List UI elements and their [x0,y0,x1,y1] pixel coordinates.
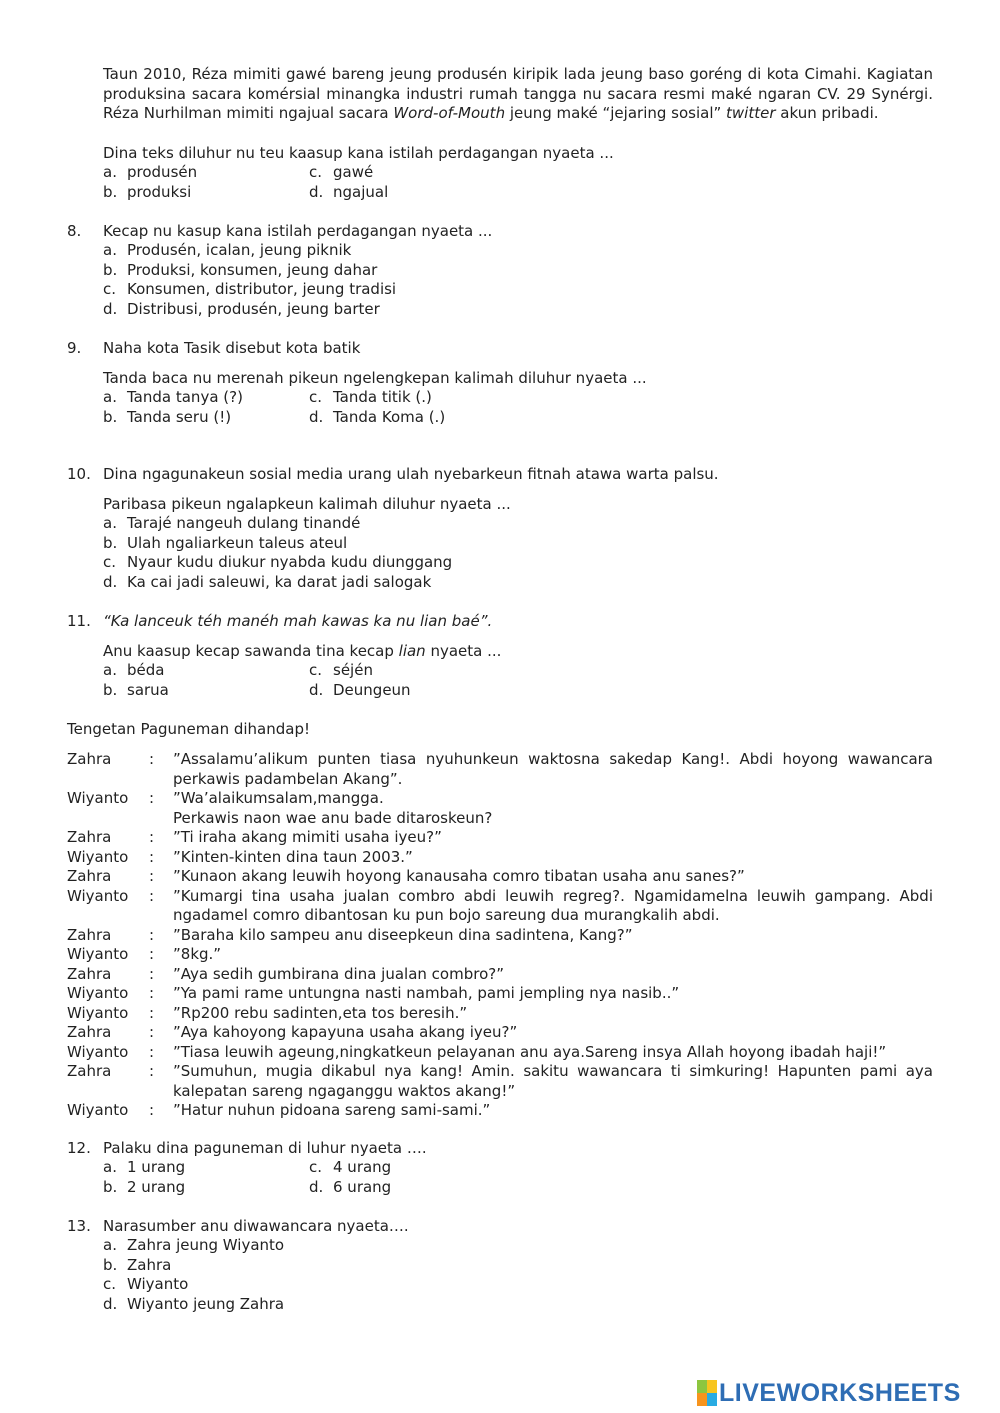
option-text: Tanda tanya (?) [127,388,243,406]
option-text: Konsumen, distributor, jeung tradisi [127,280,397,298]
dialog-line [67,1101,933,1121]
q7-option-d[interactable] [309,183,515,203]
option-letter: d. [309,680,324,699]
q8-question [67,222,937,242]
option-text: Distribusi, produsén, jeung barter [127,299,380,318]
q10-option-d[interactable] [103,573,663,593]
q10-sentence: Dina ngagunakeun sosial media urang ulah nyebarkeun fitnah atawa warta palsu. [103,465,719,483]
option-text: Wiyanto [127,1275,189,1293]
speaker-name: Wiyanto [67,1003,129,1022]
q7-prompt: Dina teks diluhur nu teu kaasup kana istilah perdagangan nyaeta ... [103,144,614,162]
option-text: Tarajé nangeuh dulang tinandé [127,514,361,532]
speaker-colon: : [149,964,155,983]
option-letter: b. [103,1255,118,1274]
q11-options [103,661,663,700]
utterance-continued: Perkawis naon wae anu bade ditaroskeun? [173,808,493,827]
option-text: sarua [127,680,169,699]
dialog [67,750,933,1121]
speaker-colon: : [149,945,155,963]
option-text: Tanda titik (.) [333,388,432,406]
option-text: Deungeun [333,680,411,699]
option-letter: c. [309,661,323,679]
q11-option-a[interactable] [103,661,309,681]
q13-prompt: Narasumber anu diwawancara nyaeta…. [103,1217,409,1235]
question-number: 10. [67,465,91,483]
option-text: Tanda Koma (.) [333,407,446,426]
option-text: 4 urang [333,1158,392,1176]
q10-option-b[interactable] [103,534,663,554]
intro-paragraph [103,65,933,124]
q13-option-d[interactable] [103,1295,663,1315]
intro-text-3: jeung maké “jejaring sosial” [505,104,727,122]
q12-option-b[interactable] [103,1178,309,1198]
speaker-colon: : [149,925,155,944]
logo-square-yellow [707,1380,717,1393]
utterance: ”Ya pami rame untungna nasti nambah, pami jempling nya nasib..” [173,984,680,1002]
option-letter: a. [103,1236,117,1254]
option-letter: c. [103,553,117,571]
option-text: 2 urang [127,1177,186,1196]
speaker-colon: : [149,1003,155,1022]
utterance: ”Aya sedih gumbirana dina jualan combro?” [173,964,504,983]
option-letter: b. [103,407,118,426]
intro-text-2: Word-of-Mouth [393,104,506,122]
option-letter: d. [103,572,118,591]
q11-option-c[interactable] [309,661,515,681]
option-letter: b. [103,1177,118,1196]
q11-sentence: “Ka lanceuk téh manéh mah kawas ka nu lian baé”. [103,612,493,630]
option-letter: b. [103,260,118,279]
utterance: ”Hatur nuhun pidoana sareng sami-sami.” [173,1101,491,1119]
option-text: Tanda seru (!) [127,407,232,426]
q10-question [67,465,937,485]
q10-options [103,514,663,592]
option-letter: c. [103,280,117,298]
speaker-colon: : [149,847,155,866]
option-letter: a. [103,661,117,679]
dialog-line [67,1062,933,1101]
speaker-name: Wiyanto [67,945,129,963]
option-letter: a. [103,163,117,181]
dialog-line [67,789,933,828]
q9-question [67,339,937,359]
q13-options [103,1236,663,1314]
utterance: ”Baraha kilo sampeu anu diseepkeun dina sadintena, Kang?” [173,925,633,944]
q9-option-a[interactable] [103,388,309,408]
q9-sentence: Naha kota Tasik disebut kota batik [103,339,361,357]
option-text: Zahra [127,1255,172,1274]
option-letter: c. [309,1158,323,1176]
q12-prompt: Palaku dina paguneman di luhur nyaeta …. [103,1139,427,1157]
option-letter: d. [103,1294,118,1313]
q12-question [67,1139,937,1159]
speaker-name: Wiyanto [67,1042,129,1061]
utterance: ”8kg.” [173,945,222,963]
q9-option-b[interactable] [103,408,309,428]
option-letter: d. [103,299,118,318]
q7-option-c[interactable] [309,163,515,183]
option-letter: a. [103,388,117,406]
q10-option-a[interactable] [103,514,663,534]
q10-prompt: Paribasa pikeun ngalapkeun kalimah diluhur nyaeta ... [103,495,511,513]
question-number: 12. [67,1139,91,1157]
q7-option-b[interactable] [103,183,309,203]
dialog-line [67,750,933,789]
option-text: Nyaur kudu diukur nyabda kudu diunggang [127,553,453,571]
q8-prompt: Kecap nu kasup kana istilah perdagangan nyaeta ... [103,222,493,240]
speaker-colon: : [149,867,155,885]
q11-prompt-pre: Anu kaasup kecap sawanda tina kecap [103,642,399,660]
option-text: séjén [333,661,373,679]
utterance: ”Ti iraha akang mimiti usaha iyeu?” [173,828,442,846]
q8-option-d[interactable] [103,300,663,320]
speaker-name: Zahra [67,964,112,983]
speaker-name: Wiyanto [67,1101,129,1119]
q7-options [103,163,663,202]
option-text: Wiyanto jeung Zahra [127,1294,285,1313]
dialog-line [67,926,933,946]
option-letter: d. [309,407,324,426]
q11-option-b[interactable] [103,681,309,701]
question-number: 9. [67,339,82,357]
utterance: ”Wa’alaikumsalam,mangga. [173,789,384,807]
q12-option-d[interactable] [309,1178,515,1198]
speaker-name: Wiyanto [67,789,129,807]
q8-option-c[interactable] [103,280,663,300]
question-number: 8. [67,222,82,240]
q11-prompt-post: nyaeta ... [425,642,502,660]
option-text: Produksi, konsumen, jeung dahar [127,260,378,279]
question-number: 11. [67,612,91,630]
speaker-colon: : [149,1023,155,1041]
q12-option-a[interactable] [103,1158,309,1178]
q12-options [103,1158,663,1197]
dialog-line [67,828,933,848]
dialog-line [67,1004,933,1024]
option-text: gawé [333,163,374,181]
speaker-colon: : [149,1101,155,1119]
option-letter: c. [309,388,323,406]
speaker-name: Wiyanto [67,984,129,1002]
option-letter: b. [103,680,118,699]
q8-options [103,241,663,319]
utterance: ”Sumuhun, mugia dikabul nya kang! Amin. sakitu wawancara ti simkuring! Hapunten pami aya kalepatan sareng ngaganggu waktos akang!” [173,1062,933,1100]
utterance: ”Aya kahoyong kapayuna usaha akang iyeu?” [173,1023,518,1041]
q12-option-c[interactable] [309,1158,515,1178]
q11-option-d[interactable] [309,681,515,701]
question-number: 13. [67,1217,91,1235]
option-text: 1 urang [127,1158,186,1176]
q11-question [67,612,937,632]
speaker-colon: : [149,750,155,768]
intro-text-4: twitter [726,104,776,122]
option-letter: c. [103,1275,117,1293]
q9-prompt: Tanda baca nu merenah pikeun ngelengkepan kalimah diluhur nyaeta ... [103,369,647,387]
liveworksheets-logo[interactable] [697,1378,961,1408]
q7-option-a[interactable] [103,163,309,183]
speaker-name: Wiyanto [67,847,129,866]
liveworksheets-logo-icon [697,1380,717,1406]
q8-option-b[interactable] [103,261,663,281]
utterance: ”Rp200 rebu sadinten,eta tos beresih.” [173,1003,468,1022]
utterance: ”Tiasa leuwih ageung,ningkatkeun pelayanan anu aya.Sareng insya Allah hoyong ibadah haji!” [173,1042,887,1061]
option-text: Ka cai jadi saleuwi, ka darat jadi salogak [127,572,432,591]
dialog-line [67,965,933,985]
option-text: Produsén, icalan, jeung piknik [127,241,352,259]
option-text: produsén [127,163,198,181]
dialog-line [67,867,933,887]
option-text: 6 urang [333,1177,392,1196]
speaker-name: Zahra [67,750,112,768]
utterance: ”Kinten-kinten dina taun 2003.” [173,847,413,866]
utterance: ”Kumargi tina usaha jualan combro abdi leuwih regreg?. Ngamidamelna leuwih gampang. Abdi ngadamel comro dibantosan ku pun bojo sareung dua murangkalih abdi. [173,886,933,924]
option-letter: b. [103,533,118,552]
q9-option-c[interactable] [309,388,515,408]
speaker-colon: : [149,828,155,846]
option-letter: a. [103,1158,117,1176]
option-text: produksi [127,182,192,201]
intro-text-1: Taun 2010, Réza mimiti gawé bareng jeung produsén kiripik lada jeung baso goréng di kota Cimahi. Kagiatan produksina sacara komérsial minangka industri rumah tangga nu sacara resmi maké ngaran CV. 29 Synérgi. Réza Nurhilman mimiti ngajual sacara [103,65,933,122]
utterance: ”Kunaon akang leuwih hoyong kanausaha comro tibatan usaha anu sanes?” [173,867,745,885]
q9-options [103,388,663,427]
speaker-name: Zahra [67,828,112,846]
dialog-line [67,1023,933,1043]
q11-prompt-word: lian [398,642,426,660]
option-letter: d. [309,1177,324,1196]
q11-prompt [103,642,933,662]
option-letter: c. [309,163,323,181]
option-text: Ulah ngaliarkeun taleus ateul [127,533,348,552]
speaker-colon: : [149,886,155,905]
speaker-name: Zahra [67,1062,112,1080]
utterance: ”Assalamu’alikum punten tiasa nyuhunkeun waktosna sakedap Kang!. Abdi hoyong wawancara perkawis padambelan Akang”. [173,750,933,788]
dialog-heading: Tengetan Paguneman dihandap! [67,720,310,738]
q13-question [67,1217,937,1237]
speaker-name: Zahra [67,867,112,885]
speaker-colon: : [149,1042,155,1061]
option-letter: a. [103,241,117,259]
option-text: béda [127,661,165,679]
dialog-line [67,945,933,965]
dialog-line [67,887,933,926]
logo-square-orange [697,1393,707,1406]
q9-option-d[interactable] [309,408,515,428]
logo-square-blue [707,1393,717,1406]
logo-square-green [697,1380,707,1393]
speaker-colon: : [149,1062,155,1080]
option-text: Zahra jeung Wiyanto [127,1236,285,1254]
speaker-name: Zahra [67,1023,112,1041]
dialog-line [67,984,933,1004]
q8-option-a[interactable] [103,241,663,261]
option-letter: d. [309,182,324,201]
option-text: ngajual [333,182,389,201]
logo-text: LIVEWORKSHEETS [719,1378,961,1407]
speaker-name: Wiyanto [67,886,129,905]
dialog-line [67,1043,933,1063]
speaker-colon: : [149,789,155,807]
q10-option-c[interactable] [103,553,663,573]
intro-text-5: akun pribadi. [775,104,879,122]
speaker-colon: : [149,984,155,1002]
q13-option-a[interactable] [103,1236,663,1256]
speaker-name: Zahra [67,925,112,944]
q13-option-b[interactable] [103,1256,663,1276]
q13-option-c[interactable] [103,1275,663,1295]
dialog-line [67,848,933,868]
option-letter: b. [103,182,118,201]
option-letter: a. [103,514,117,532]
